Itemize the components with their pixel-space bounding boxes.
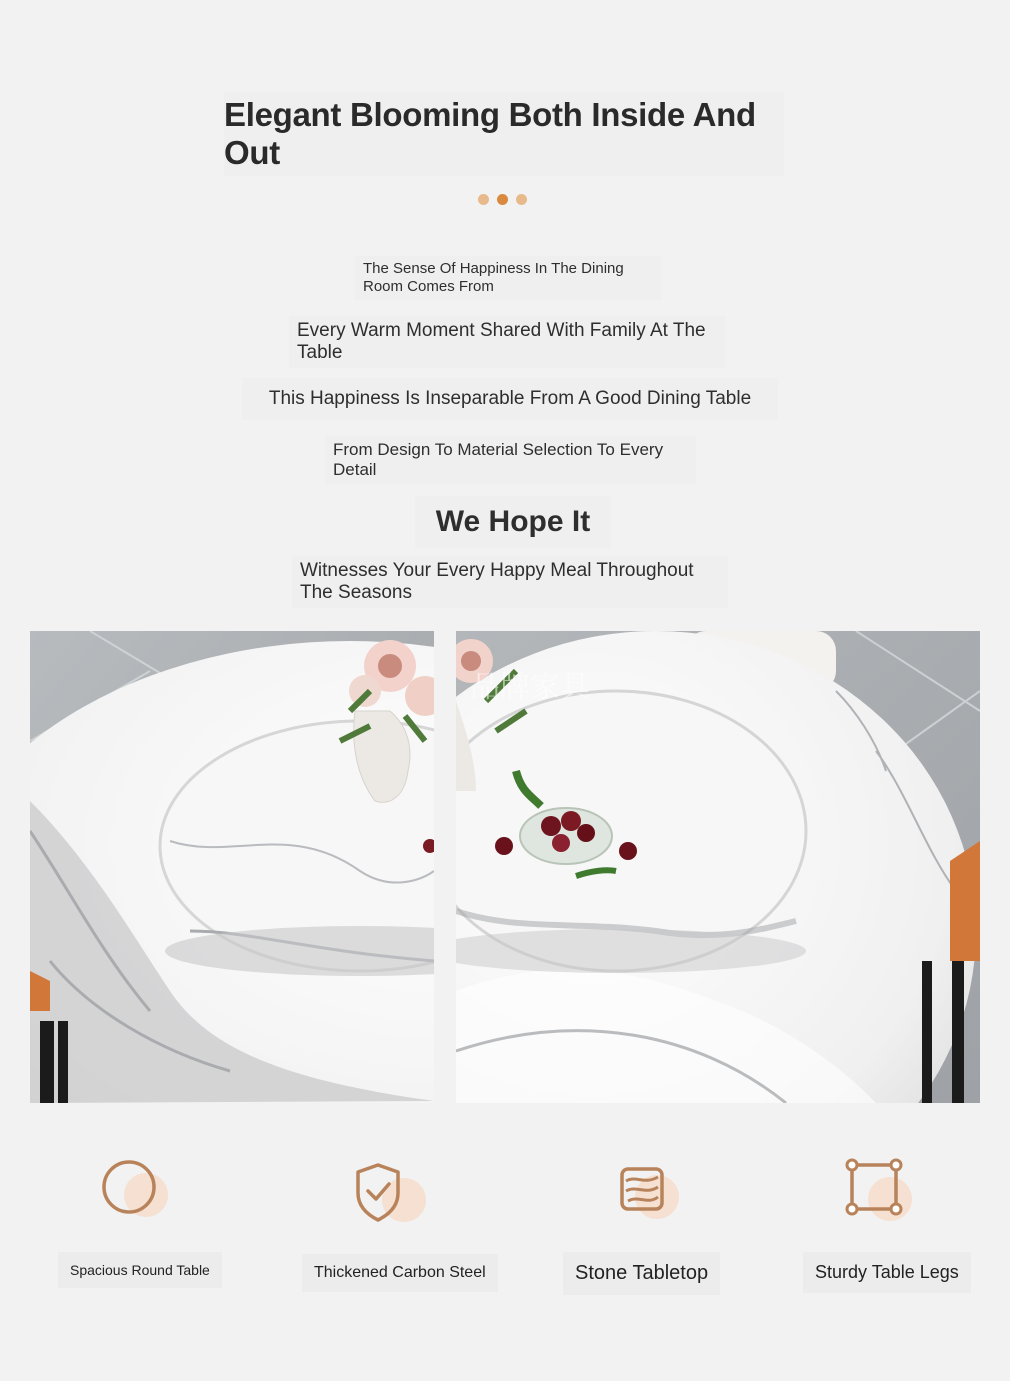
shield-check-icon xyxy=(348,1155,428,1225)
feature-label-table-legs: Sturdy Table Legs xyxy=(803,1252,971,1293)
stone-texture-icon xyxy=(612,1155,692,1225)
feature-label-carbon-steel: Thickened Carbon Steel xyxy=(302,1254,498,1292)
intro-line-2: Every Warm Moment Shared With Family At The Table xyxy=(289,316,725,368)
dot-2 xyxy=(497,194,508,205)
dot-3 xyxy=(516,194,527,205)
feature-label-stone-tabletop: Stone Tabletop xyxy=(563,1252,720,1295)
intro-line-4: From Design To Material Selection To Every Detail xyxy=(325,436,696,484)
decorative-dots xyxy=(478,194,534,206)
circle-icon xyxy=(96,1155,176,1225)
intro-line-3: This Happiness Is Inseparable From A Good Dining Table xyxy=(242,378,778,420)
product-photo-left xyxy=(30,631,434,1103)
intro-line-1: The Sense Of Happiness In The Dining Room Comes From xyxy=(355,256,661,300)
feature-label-round-table: Spacious Round Table xyxy=(58,1252,222,1288)
dot-1 xyxy=(478,194,489,205)
page-title: Elegant Blooming Both Inside And Out xyxy=(224,92,784,176)
intro-line-5: We Hope It xyxy=(415,496,611,548)
intro-line-6: Witnesses Your Every Happy Meal Throughout The Seasons xyxy=(292,556,728,608)
watermark-text: 品牌家具 xyxy=(470,670,590,705)
table-legs-icon xyxy=(838,1155,918,1225)
